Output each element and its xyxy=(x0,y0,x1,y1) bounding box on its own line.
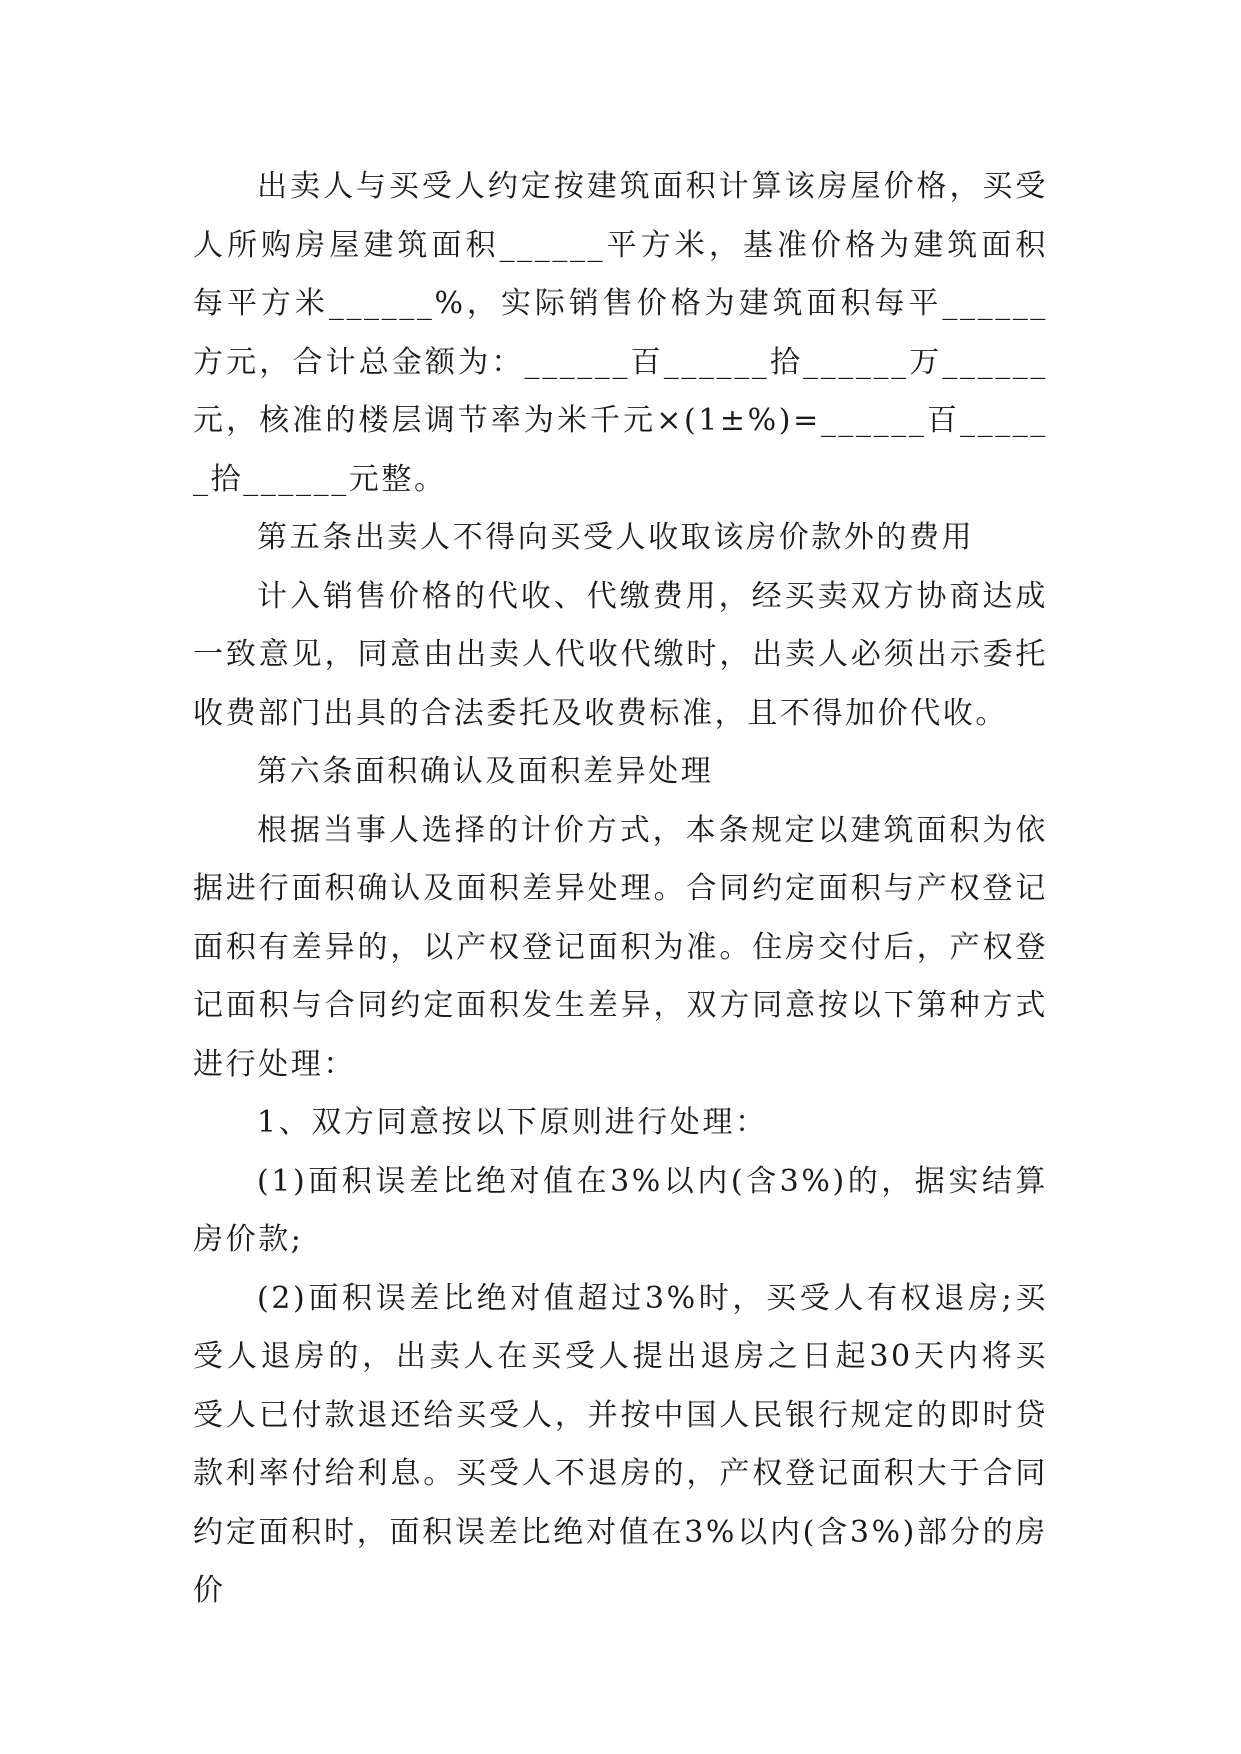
paragraph-price-terms: 出卖人与买受人约定按建筑面积计算该房屋价格，买受人所购房屋建筑面积______平方米，基准价格为建筑面积每平方米______%，实际销售价格为建筑面积每平______方元，合计总金额为：______百______拾______万______元，核准的楼层调节率为米千元×(1±%)=______百______拾______元整。 xyxy=(193,169,1048,497)
paragraph-area-basis: 根据当事人选择的计价方式，本条规定以建筑面积为依据进行面积确认及面积差异处理。合同约定面积与产权登记面积有差异的，以产权登记面积为准。住房交付后，产权登记面积与合同约定面积发生差异，双方同意按以下第种方式进行处理： xyxy=(193,812,1048,1082)
paragraph-item-2: (2)面积误差比绝对值超过3%时，买受人有权退房;买受人退房的，出卖人在买受人提出退房之日起30天内将买受人已付款退还给买受人，并按中国人民银行规定的即时贷款利率付给利息。买受人不退房的，产权登记面积大于合同约定面积时，面积误差比绝对值在3%以内(含3%)部分的房价 xyxy=(193,1280,1048,1608)
paragraph-article-5-heading: 第五条出卖人不得向买受人收取该房价款外的费用 xyxy=(257,520,975,555)
document-body xyxy=(193,158,1048,1621)
paragraph-item-1: (1)面积误差比绝对值在3%以内(含3%)的，据实结算房价款; xyxy=(193,1163,1048,1257)
paragraph-article-6-heading: 第六条面积确认及面积差异处理 xyxy=(257,754,714,789)
paragraph-principles: 1、双方同意按以下原则进行处理： xyxy=(257,1105,768,1140)
paragraph-collection-fees: 计入销售价格的代收、代缴费用，经买卖双方协商达成一致意见，同意由出卖人代收代缴时，出卖人必须出示委托收费部门出具的合法委托及收费标准，且不得加价代收。 xyxy=(193,578,1048,731)
